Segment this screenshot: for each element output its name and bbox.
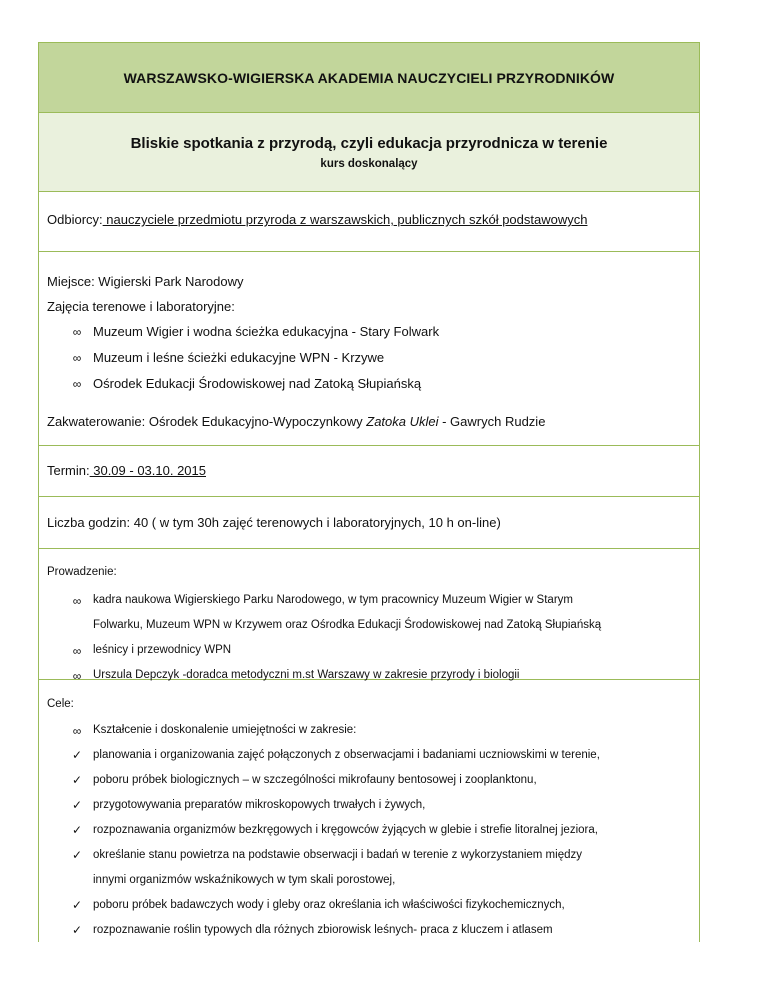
organization-name: WARSZAWSKO-WIGIERSKA AKADEMIA NAUCZYCIELI PRZYRODNIKÓW [123, 69, 615, 86]
infinity-bullet-icon: ∞ [72, 594, 82, 608]
zakwaterowanie-place: Zatoka Uklei [366, 414, 439, 429]
termin-label: Termin: [47, 463, 90, 478]
cele-row [39, 680, 699, 942]
prowadzenie-item: Urszula Depczyk -doradca metodyczni m.st Warszawy w zakresie przyrody i biologii [93, 669, 520, 681]
zakwaterowanie-label: Zakwaterowanie: [47, 414, 146, 429]
prowadzenie-item: kadra naukowa Wigierskiego Parku Narodowego, w tym pracownicy Muzeum Wigier w Starym [93, 594, 573, 606]
zakwaterowanie-suffix: - Gawrych Rudzie [438, 414, 546, 429]
cele-item: określanie stanu powietrza na podstawie obserwacji i badań w terenie z wykorzystaniem między [93, 849, 582, 861]
cele-label: Cele: [47, 698, 74, 710]
check-icon: ✓ [71, 798, 83, 812]
prowadzenie-label: Prowadzenie: [47, 566, 117, 578]
check-icon: ✓ [71, 848, 83, 862]
odbiorcy-value: nauczyciele przedmiotu przyroda z warszawskich, publicznych szkół podstawowych [102, 212, 588, 227]
organization-row [39, 43, 699, 113]
infinity-bullet-icon: ∞ [72, 377, 82, 391]
cele-item: przygotowywania preparatów mikroskopowych trwałych i żywych, [93, 799, 426, 811]
odbiorcy-row [39, 192, 699, 252]
cele-item: poboru próbek badawczych wody i gleby oraz określania ich właściwości fizykochemicznych, [93, 899, 565, 911]
miejsce-row [39, 252, 699, 446]
infinity-bullet-icon: ∞ [72, 644, 82, 658]
prowadzenie-item: leśnicy i przewodnicy WPN [93, 644, 232, 656]
miejsce-value: Wigierski Park Narodowy [94, 274, 244, 289]
infinity-bullet-icon: ∞ [72, 669, 82, 683]
check-icon: ✓ [71, 923, 83, 937]
odbiorcy-text [47, 212, 587, 227]
course-title: Bliskie spotkania z przyrodą, czyli edukacja przyrodnicza w terenie [130, 135, 608, 152]
course-table [38, 42, 700, 942]
termin-row [39, 446, 699, 497]
zakwaterowanie-text [47, 414, 545, 429]
termin-value: 30.09 - 03.10. 2015 [89, 463, 206, 478]
infinity-bullet-icon: ∞ [72, 724, 82, 738]
cele-item: rozpoznawania organizmów bezkręgowych i kręgowców żyjących w glebie i strefie litoralnej jeziora, [93, 824, 598, 836]
check-icon: ✓ [71, 823, 83, 837]
miejsce-item: Ośrodek Edukacji Środowiskowej nad Zatoką Słupiańską [93, 376, 422, 391]
termin-text [47, 463, 206, 478]
title-row [39, 113, 699, 192]
cele-item: poboru próbek biologicznych – w szczególności mikrofauny bentosowej i zooplanktonu, [93, 774, 537, 786]
cele-item: planowania i organizowania zajęć połączonych z obserwacjami i badaniami uczniowskimi w terenie, [93, 749, 600, 761]
infinity-bullet-icon: ∞ [72, 351, 82, 365]
check-icon: ✓ [71, 773, 83, 787]
prowadzenie-row [39, 549, 699, 683]
miejsce-label: Miejsce: [47, 274, 95, 289]
prowadzenie-item-cont: Folwarku, Muzeum WPN w Krzywem oraz Ośrodka Edukacji Środowiskowej nad Zatoką Słupiańską [93, 619, 602, 631]
cele-intro: Kształcenie i doskonalenie umiejętności w zakresie: [93, 724, 357, 736]
miejsce-item: Muzeum i leśne ścieżki edukacyjne WPN - Krzywe [93, 350, 385, 365]
check-icon: ✓ [71, 748, 83, 762]
godziny-text: Liczba godzin: 40 ( w tym 30h zajęć terenowych i laboratoryjnych, 10 h on-line) [47, 515, 501, 530]
zajecia-label: Zajęcia terenowe i laboratoryjne: [47, 299, 235, 314]
odbiorcy-label: Odbiorcy: [47, 212, 103, 227]
course-subtitle: kurs doskonalący [320, 158, 418, 170]
godziny-row [39, 497, 699, 549]
cele-item-cont: innymi organizmów wskaźnikowych w tym skali porostowej, [93, 874, 396, 886]
cele-item: rozpoznawanie roślin typowych dla różnych zbiorowisk leśnych- praca z kluczem i atlasem [93, 924, 553, 936]
zakwaterowanie-prefix: Ośrodek Edukacyjno-Wypoczynkowy [145, 414, 367, 429]
infinity-bullet-icon: ∞ [72, 325, 82, 339]
check-icon: ✓ [71, 898, 83, 912]
miejsce-item: Muzeum Wigier i wodna ścieżka edukacyjna - Stary Folwark [93, 324, 440, 339]
miejsce-text [47, 274, 244, 289]
